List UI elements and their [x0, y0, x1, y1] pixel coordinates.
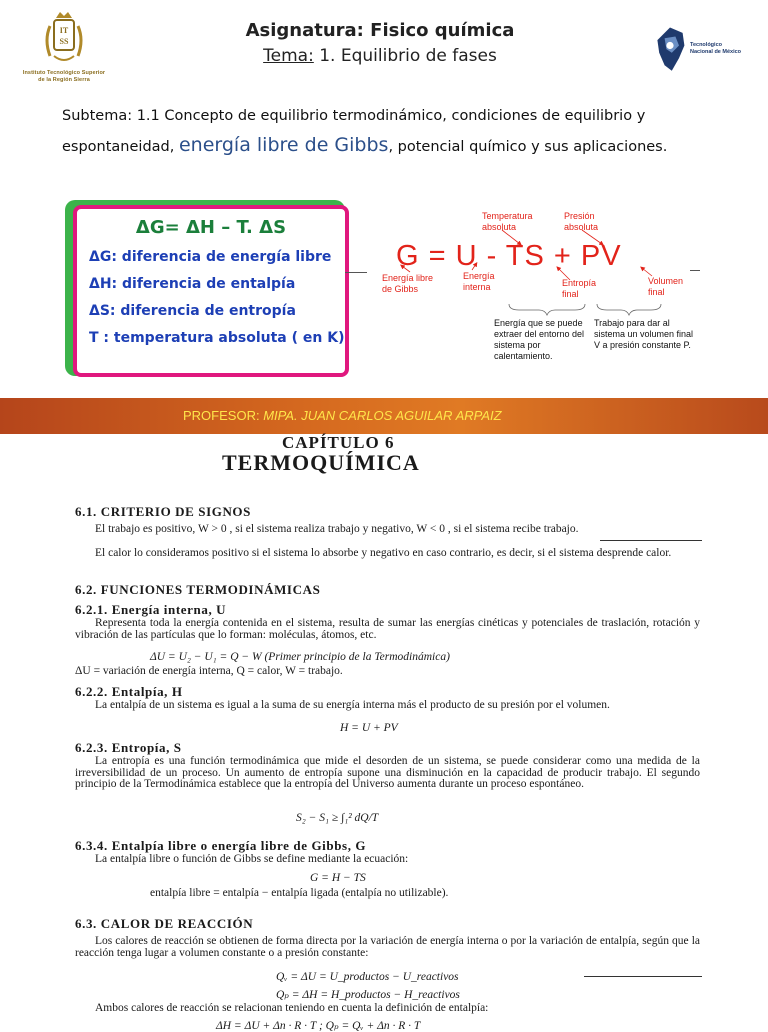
gibbs-equation: G = U - TS + PV	[396, 240, 622, 272]
equation-qp: Qₚ = ΔH = H_productos − H_reactivos	[276, 989, 460, 1001]
section-paragraph: Representa toda la energía contenida en el sistema, resulta de sumar las energías cinéticas y potenciales de traslación, rotación y vibración de las partículas que lo forman: moléculas, átomos, etc.	[75, 617, 700, 641]
gibbs-box-equation: ΔG= ΔH – T. ΔS	[135, 217, 287, 238]
gibbs-definition-box	[73, 205, 349, 377]
crest-icon	[40, 10, 88, 68]
note-trabajo: Trabajo para dar al sistema un volumen final V a presión constante P.	[594, 318, 694, 350]
professor-line	[183, 408, 502, 423]
institute-logo	[14, 10, 114, 92]
scanned-book-page	[0, 433, 768, 1032]
braces-svg	[505, 300, 675, 316]
arrow-volumen	[642, 268, 652, 276]
subsection-heading: 6.2.3. Entropía, S	[75, 740, 182, 755]
label-presion: Presión absoluta	[564, 211, 599, 232]
subtitle-text: 1. Equilibrio de fases	[313, 46, 497, 66]
svg-text:IT: IT	[59, 26, 69, 35]
section-paragraph: La entropía es una función termodinámica que mide el desorden de un sistema, se puede considerar como una medida de la irreversibilidad de un proceso. Un aumento de entropía supone una disminución en la capacidad de producir trabajo. El segundo principio de la Termodinámica establece que la entropía del Universo aumenta durante un proceso espontáneo.	[75, 755, 700, 790]
subsection-heading: 6.3.4. Entalpía libre o energía libre de Gibbs, G	[75, 838, 367, 853]
section-paragraph: La entalpía de un sistema es igual a la suma de su energía interna más el producto de su presión por el volumen.	[95, 699, 610, 711]
label-temperatura: Temperatura absoluta	[482, 211, 533, 232]
equation-qv: Qᵥ = ΔU = U_productos − U_reactivos	[276, 971, 459, 983]
section-paragraph: La entalpía libre o función de Gibbs se define mediante la ecuación:	[95, 853, 409, 865]
subtema-paragraph	[62, 102, 742, 162]
subtema-part2: , potencial químico y sus aplicaciones.	[388, 139, 668, 155]
page-subtitle	[180, 46, 580, 66]
equation-first-principle: ΔU = U₂ − U₁ = Q − W (Primer principio de la Termodinámica)	[150, 651, 450, 663]
subsection-heading: 6.2.1. Energía interna, U	[75, 602, 227, 617]
section-heading: 6.2. FUNCIONES TERMODINÁMICAS	[75, 582, 321, 597]
label-volumen: Volumen final	[648, 276, 684, 297]
chapter-title: TERMOQUÍMICA	[222, 450, 420, 475]
tecnm-emblem-icon	[652, 24, 688, 76]
chapter-number: CAPÍTULO 6	[282, 433, 395, 452]
label-entropia: Entropía final	[562, 278, 597, 299]
gibbs-box-row: ΔG: diferencia de energía libre	[89, 249, 332, 265]
institute-caption-line1: Instituto Tecnológico Superior	[22, 70, 106, 76]
divider-line	[690, 270, 700, 271]
subtema-part1: Subtema: 1.1 Concepto de equilibrio termodinámico, condiciones de equilibrio y espontaneidad,	[62, 108, 646, 155]
label-energia-interna: Energía interna	[463, 271, 495, 292]
subsection-heading: 6.2.2. Entalpía, H	[75, 684, 183, 699]
tecnm-logo	[652, 24, 758, 78]
section-paragraph: Ambos calores de reacción se relacionan teniendo en cuenta la definición de entalpía:	[95, 1002, 489, 1014]
section-paragraph: Los calores de reacción se obtienen de forma directa por la variación de energía interna o por la variación de entalpía, según que la reacción tenga lugar a volumen constante o a presión constante:	[75, 935, 700, 959]
subtitle-prefix: Tema:	[263, 46, 314, 66]
professor-prefix: PROFESOR:	[183, 408, 264, 423]
section-heading: 6.1. CRITERIO DE SIGNOS	[75, 504, 251, 519]
label-energia-libre: Energía libre de Gibbs	[382, 273, 434, 294]
margin-rule	[584, 976, 702, 977]
section-paragraph: El calor lo consideramos positivo si el sistema lo absorbe y negativo en caso contrario, es decir, si el sistema desprende calor.	[95, 547, 672, 559]
subtema-highlight: energía libre de Gibbs	[178, 134, 389, 156]
gibbs-box-row: T : temperatura absoluta ( en K)	[89, 330, 345, 346]
institute-caption-line2: de la Región Sierra	[38, 77, 90, 83]
equation-gibbs: G = H − TS	[310, 872, 366, 884]
tecnm-line1: Tecnológico	[690, 42, 722, 48]
margin-rule	[600, 540, 702, 541]
tecnm-line2: Nacional de México	[690, 49, 742, 55]
equation-relation: ΔH = ΔU + Δn · R · T ; Qₚ = Qᵥ + Δn · R · T	[216, 1020, 421, 1032]
equation-definitions: entalpía libre = entalpía − entalpía ligada (entalpía no utilizable).	[150, 887, 449, 899]
equation-definitions: ΔU = variación de energía interna, Q = calor, W = trabajo.	[75, 665, 343, 677]
professor-banner	[0, 398, 768, 434]
gibbs-box-row: ΔS: diferencia de entropía	[89, 303, 296, 319]
svg-text:SS: SS	[59, 37, 69, 46]
page-title: Asignatura: Fisico química	[245, 20, 515, 41]
section-paragraph: El trabajo es positivo, W > 0 , si el sistema realiza trabajo y negativo, W < 0 , si el sistema recibe trabajo.	[95, 523, 579, 535]
equation-enthalpy: H = U + PV	[340, 722, 398, 734]
professor-name: MIPA. JUAN CARLOS AGUILAR ARPAIZ	[263, 408, 502, 423]
equation-entropy: S₂ − S₁ ≥ ∫₁² dQ/T	[296, 812, 379, 824]
note-energia-entorno: Energía que se puede extraer del entorno del sistema por calentamiento.	[494, 318, 585, 361]
section-heading: 6.3. CALOR DE REACCIÓN	[75, 916, 254, 931]
divider-line	[345, 272, 367, 273]
gibbs-box-row: ΔH: diferencia de entalpía	[89, 276, 296, 292]
